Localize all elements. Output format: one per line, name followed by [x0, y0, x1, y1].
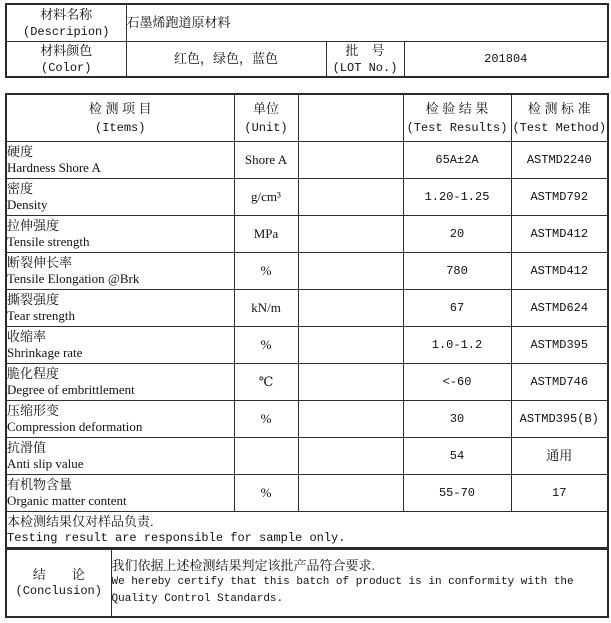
unit-cell: Shore A — [234, 141, 298, 178]
test-row-density — [6, 178, 608, 215]
test-table-header-row — [6, 94, 608, 141]
header-empty-cell — [298, 94, 403, 141]
disclaimer-zh: 本检测结果仅对样品负责. — [7, 514, 154, 530]
unit-cell — [234, 437, 298, 474]
item-cell — [6, 178, 234, 215]
material-name-value: 石墨烯跑道原材料 — [126, 15, 231, 31]
header-items-zh: 检 测 项 目 — [88, 100, 152, 116]
item-name-en: Tear strength — [7, 308, 76, 323]
result-cell: 54 — [403, 437, 511, 474]
blank-cell — [298, 289, 403, 326]
method-cell: ASTMD412 — [511, 215, 608, 252]
material-color-label-en: (Color) — [41, 60, 92, 75]
method-cell: ASTMD395 — [511, 326, 608, 363]
method-cell: ASTMD792 — [511, 178, 608, 215]
result-cell: 30 — [403, 400, 511, 437]
item-name-zh: 压缩形变 — [7, 403, 60, 418]
test-results-table — [5, 93, 609, 550]
item-cell — [6, 252, 234, 289]
method-cell: ASTMD746 — [511, 363, 608, 400]
item-name-en: Hardness Shore A — [7, 160, 101, 175]
unit-cell: % — [234, 400, 298, 437]
conclusion-label-en: (Conclusion) — [15, 584, 102, 598]
result-cell: <-60 — [403, 363, 511, 400]
result-cell: 1.20-1.25 — [403, 178, 511, 215]
header-method-cell — [511, 94, 608, 141]
item-cell — [6, 400, 234, 437]
header-results-zh: 检 验 结 果 — [425, 100, 489, 116]
item-name-en: Tensile Elongation @Brk — [7, 271, 140, 286]
item-name-en: Compression deformation — [7, 419, 143, 434]
item-cell — [6, 215, 234, 252]
test-row-compression — [6, 400, 608, 437]
item-name-zh: 收缩率 — [7, 329, 47, 344]
unit-cell: ℃ — [234, 363, 298, 400]
blank-cell — [298, 252, 403, 289]
material-info-table — [5, 3, 609, 78]
result-cell: 20 — [403, 215, 511, 252]
material-color-row — [6, 41, 608, 77]
header-results-en: (Test Results) — [406, 120, 508, 135]
lot-label-cell — [326, 41, 404, 77]
test-row-tensile-strength — [6, 215, 608, 252]
blank-cell — [298, 326, 403, 363]
unit-cell: MPa — [234, 215, 298, 252]
test-row-hardness — [6, 141, 608, 178]
blank-cell — [298, 437, 403, 474]
item-name-zh: 抗滑值 — [7, 440, 47, 455]
disclaimer-en: Testing result are responsible for sample only. — [7, 531, 346, 546]
material-color-value-cell — [126, 41, 326, 77]
result-cell: 65A±2A — [403, 141, 511, 178]
method-cell: ASTMD412 — [511, 252, 608, 289]
method-cell: 通用 — [511, 437, 608, 474]
unit-cell: g/cm³ — [234, 178, 298, 215]
item-name-en: Organic matter content — [7, 493, 127, 508]
result-cell: 1.0-1.2 — [403, 326, 511, 363]
header-results-cell — [403, 94, 511, 141]
method-cell: ASTMD624 — [511, 289, 608, 326]
lot-label-en: (LOT No.) — [332, 60, 398, 75]
header-items-cell — [6, 94, 234, 141]
item-name-en: Density — [7, 197, 48, 212]
material-name-label-en: (Descripion) — [23, 24, 110, 39]
blank-cell — [298, 141, 403, 178]
test-row-embrittlement — [6, 363, 608, 400]
blank-cell — [298, 215, 403, 252]
material-name-label-zh: 材料名称 — [40, 6, 93, 22]
header-unit-zh: 单位 — [252, 100, 279, 116]
material-color-label-zh: 材料颜色 — [40, 42, 93, 58]
lot-value-cell — [404, 41, 608, 77]
header-items-en: (Items) — [95, 120, 146, 135]
blank-cell — [298, 178, 403, 215]
item-cell — [6, 326, 234, 363]
header-unit-cell — [234, 94, 298, 141]
unit-cell: % — [234, 252, 298, 289]
test-row-tear-strength — [6, 289, 608, 326]
test-row-organic-content — [6, 474, 608, 511]
material-color-value: 红色，绿色，蓝色 — [173, 51, 278, 66]
result-cell: 67 — [403, 289, 511, 326]
disclaimer-row — [6, 511, 608, 549]
item-name-en: Tensile strength — [7, 234, 90, 249]
disclaimer-cell — [6, 511, 608, 549]
item-cell — [6, 289, 234, 326]
item-name-zh: 撕裂强度 — [7, 292, 60, 307]
unit-cell: % — [234, 474, 298, 511]
material-name-value-cell — [126, 4, 608, 41]
item-name-en: Degree of embrittlement — [7, 382, 135, 397]
unit-cell: kN/m — [234, 289, 298, 326]
result-cell: 780 — [403, 252, 511, 289]
conclusion-table — [5, 547, 609, 618]
blank-cell — [298, 400, 403, 437]
header-unit-en: (Unit) — [244, 120, 288, 135]
result-cell: 55-70 — [403, 474, 511, 511]
unit-cell: % — [234, 326, 298, 363]
lot-label-zh: 批 号 — [345, 42, 385, 58]
method-cell: ASTMD395(B) — [511, 400, 608, 437]
blank-cell — [298, 474, 403, 511]
header-method-zh: 检 测 标 准 — [527, 100, 591, 116]
item-name-zh: 密度 — [7, 181, 34, 196]
item-name-zh: 有机物含量 — [7, 477, 73, 492]
item-name-en: Anti slip value — [7, 456, 84, 471]
conclusion-body-cell — [111, 548, 608, 617]
item-cell — [6, 141, 234, 178]
conclusion-text-zh: 我们依据上述检测结果判定该批产品符合要求. — [111, 558, 376, 573]
header-method-en: (Test Method) — [512, 120, 607, 135]
method-cell: ASTMD2240 — [511, 141, 608, 178]
item-name-zh: 断裂伸长率 — [7, 255, 73, 270]
item-name-zh: 拉伸强度 — [7, 218, 60, 233]
conclusion-row — [6, 548, 608, 617]
conclusion-label-cell — [6, 548, 111, 617]
conclusion-label-zh: 结 论 — [32, 567, 85, 582]
method-cell: 17 — [511, 474, 608, 511]
item-name-zh: 脆化程度 — [7, 366, 60, 381]
item-name-zh: 硬度 — [7, 144, 34, 159]
blank-cell — [298, 363, 403, 400]
conclusion-text-en: We hereby certify that this batch of product is in conformity with the Quality Control Standards. — [111, 576, 574, 605]
lot-value: 201804 — [484, 51, 528, 66]
item-cell — [6, 474, 234, 511]
material-color-label-cell — [6, 41, 126, 77]
test-row-shrinkage — [6, 326, 608, 363]
item-cell — [6, 437, 234, 474]
material-name-row — [6, 4, 608, 41]
material-name-label-cell — [6, 4, 126, 41]
test-row-anti-slip — [6, 437, 608, 474]
test-row-elongation — [6, 252, 608, 289]
item-name-en: Shrinkage rate — [7, 345, 83, 360]
item-cell — [6, 363, 234, 400]
